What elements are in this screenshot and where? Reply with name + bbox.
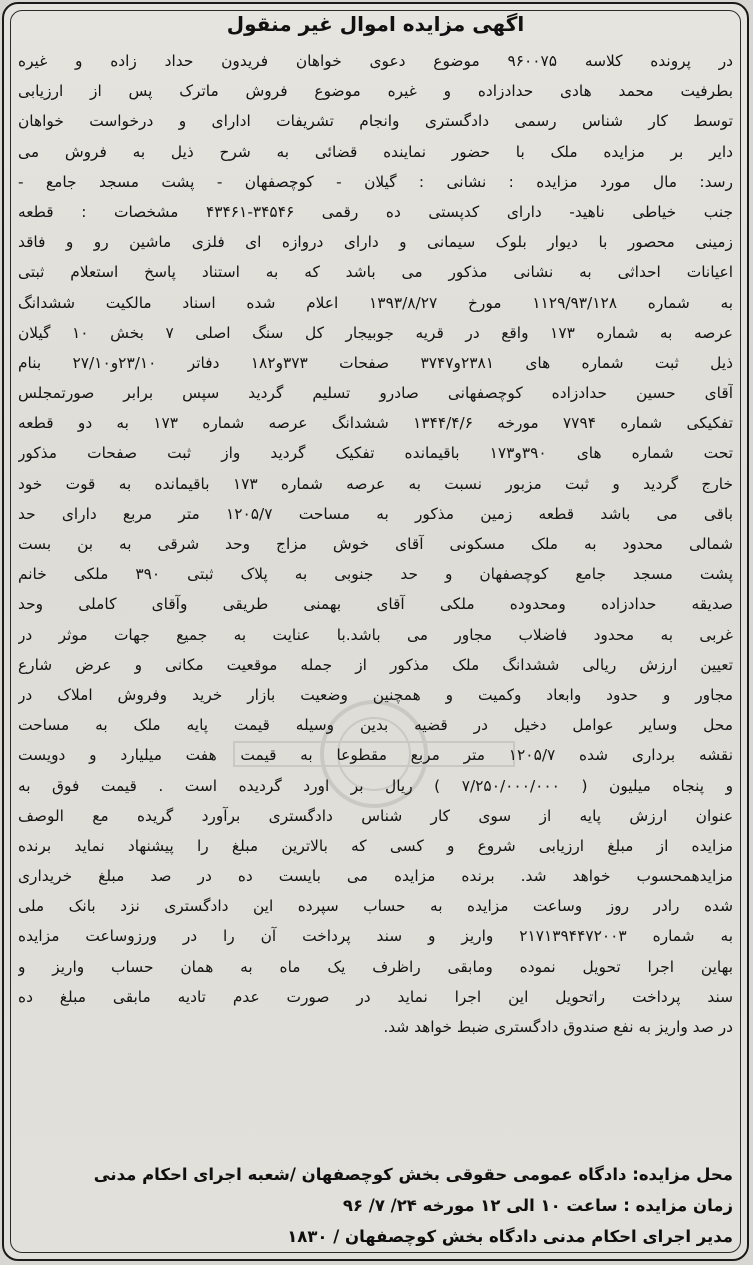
body-line: به شماره ۲۱۷۱۳۹۴۴۷۲۰۰۳ واریز و سند پرداخت آن را در ورزوساعت مزایده — [18, 927, 733, 946]
body-line: سند پرداخت راتحویل این اجرا نماید در صورت عدم تادیه مابقی مبلغ ده — [18, 987, 733, 1006]
body-line: عرصه به شماره ۱۷۳ واقع در قریه جوبیجار کل سنگ اصلی ۷ بخش ۱۰ گیلان — [18, 323, 733, 342]
body-line: رسد: مال مورد مزایده : نشانی : گیلان - کوچصفهان - پشت مسجد جامع - — [18, 172, 733, 191]
body-line: عنوان ارزش پایه از سوی کار شناس دادگستری برآورد گریده مع الوصف — [18, 806, 733, 825]
body-line: محل وسایر عوامل دخیل در قضیه بدین وسیله قیمت پایه ملک به مساحت — [18, 716, 733, 735]
auction-place: محل مزایده: دادگاه عمومی حقوقی بخش کوچصفهان /شعبه اجرای احکام مدنی — [93, 1165, 733, 1184]
notice-footer — [18, 1159, 733, 1252]
body-line: بطرفیت محمد هادی حدادزاده و غیره موضوع فروش ماترک پس از ارزیابی — [18, 82, 733, 101]
body-line: دایر بر مزایده ملک با حضور نماینده قضائی به شرح ذیل به فروش می — [18, 142, 733, 161]
body-line: شده رادر روز وساعت مزایده به حساب سپرده این دادگستری نزد بانک ملی — [18, 897, 733, 916]
body-line: تفکیکی شماره ۷۷۹۴ مورخه ۱۳۴۴/۴/۶ ششدانگ عرصه شماره ۱۷۳ به دو قطعه — [18, 414, 733, 433]
body-line: مجاور و حدود وابعاد وکمیت و همچنین وضعیت بازار خرید وفروش املاک در — [18, 685, 733, 704]
body-line: ذیل ثبت شماره های ۲۳۸۱و۳۷۴۷ صفحات ۳۷۳و۱۸۲ دفاتر ۲۳/۱۰و۲۷/۱۰ بنام — [18, 353, 733, 372]
notice-paper — [2, 2, 749, 1261]
auction-time: زمان مزایده : ساعت ۱۰ الی ۱۲ مورخه ۲۴/ ۷/ ۹۶ — [342, 1196, 733, 1215]
body-line: آقای حسین حدادزاده کوچصفهانی صادرو تسلیم گردید سپس برابر صورتمجلس — [18, 384, 733, 403]
body-line: صدیقه حدادزاده ومحدوده ملکی آقای بهمنی طریقی وآقای کاملی وحد — [18, 595, 733, 614]
body-line: پشت مسجد جامع کوچصفهان و حد جنوبی به پلاک ثبتی ۳۹۰ ملکی خانم — [18, 565, 733, 584]
body-line: تعیین ارزش ریالی ششدانگ ملک مذکور از جمله موقعیت مکانی و عرض شارع — [18, 655, 733, 674]
body-line: شمالی محدود به ملک مسکونی آقای خوش مزاج وحد شرقی به بن بست — [18, 535, 733, 553]
body-line: به شماره ۱۱۲۹/۹۳/۱۲۸ مورخ ۱۳۹۳/۸/۲۷ اعلام شده اسناد مالکیت ششدانگ — [18, 293, 733, 312]
body-line: در پرونده کلاسه ۹۶۰۰۷۵ موضوع دعوی خواهان فریدون حداد زاده و غیره — [18, 52, 733, 70]
body-line: توسط کار شناس رسمی دادگستری وانجام تشریفات ادارای و درخواست خواهان — [18, 112, 733, 131]
body-line: و پنجاه میلیون ( ۷/۲۵۰/۰۰۰/۰۰۰ ) ریال بر اورد گردیده است . قیمت فوق به — [18, 776, 733, 795]
body-line: زمینی محصور با دیوار بلوک سیمانی و دارای دروازه ای فلزی ماشین رو و فاقد — [18, 233, 733, 252]
body-line: در صد واریز به نفع صندوق دادگستری ضبط خواهد شد. — [383, 1018, 733, 1036]
body-line: باقی می باشد قطعه زمین مذکور به مساحت ۱۲۰۵/۷ متر مربع دارای حد — [18, 504, 733, 523]
body-line: مزایده از مبلغ ارزیابی شروع و کسی که بالاترین مبلغ را پیشنهاد نماید برنده — [18, 836, 733, 855]
notice-title: اگهی مزایده اموال غیر منقول — [226, 12, 525, 36]
body-line: مزایدهمحسوب خواهد شد. برنده مزایده می بایست ده در صد مبلغ خریداری — [18, 867, 733, 886]
body-line: غربی به محدود فاضلاب مجاور می باشد.با عنایت به جمیع جهات موثر در — [18, 625, 733, 644]
body-line: تحت شماره های ۳۹۰و۱۷۳ باقیمانده تفکیک گردید واز ثبت صفحات مذکور — [18, 444, 733, 463]
body-line: خارج گردید و ثبت مزبور نسبت به عرصه شماره ۱۷۳ باقیمانده به قوت خود — [18, 474, 733, 493]
notice-body — [18, 46, 733, 1042]
body-line: اعیانات احداثی به نشانی مذکور می باشد که به استناد پاسخ استعلام ثبتی — [18, 263, 733, 282]
body-line: جنب خیاطی ناهید- دارای کدپستی ده رقمی ۳۴۵۴۶-۴۳۴۶۱ مشخصات : قطعه — [18, 202, 733, 221]
body-line: نقشه برداری شده ۱۲۰۵/۷ متر مربع مقطوعا به قیمت هفت میلیارد و دویست — [18, 746, 733, 765]
director-signature: مدیر اجرای احکام مدنی دادگاه بخش کوچصفهان / ۱۸۳۰ — [287, 1227, 733, 1246]
body-line: بهاین اجرا تحویل نموده ومابقی راظرف یک ماه به همان حساب واریز و — [18, 957, 733, 976]
